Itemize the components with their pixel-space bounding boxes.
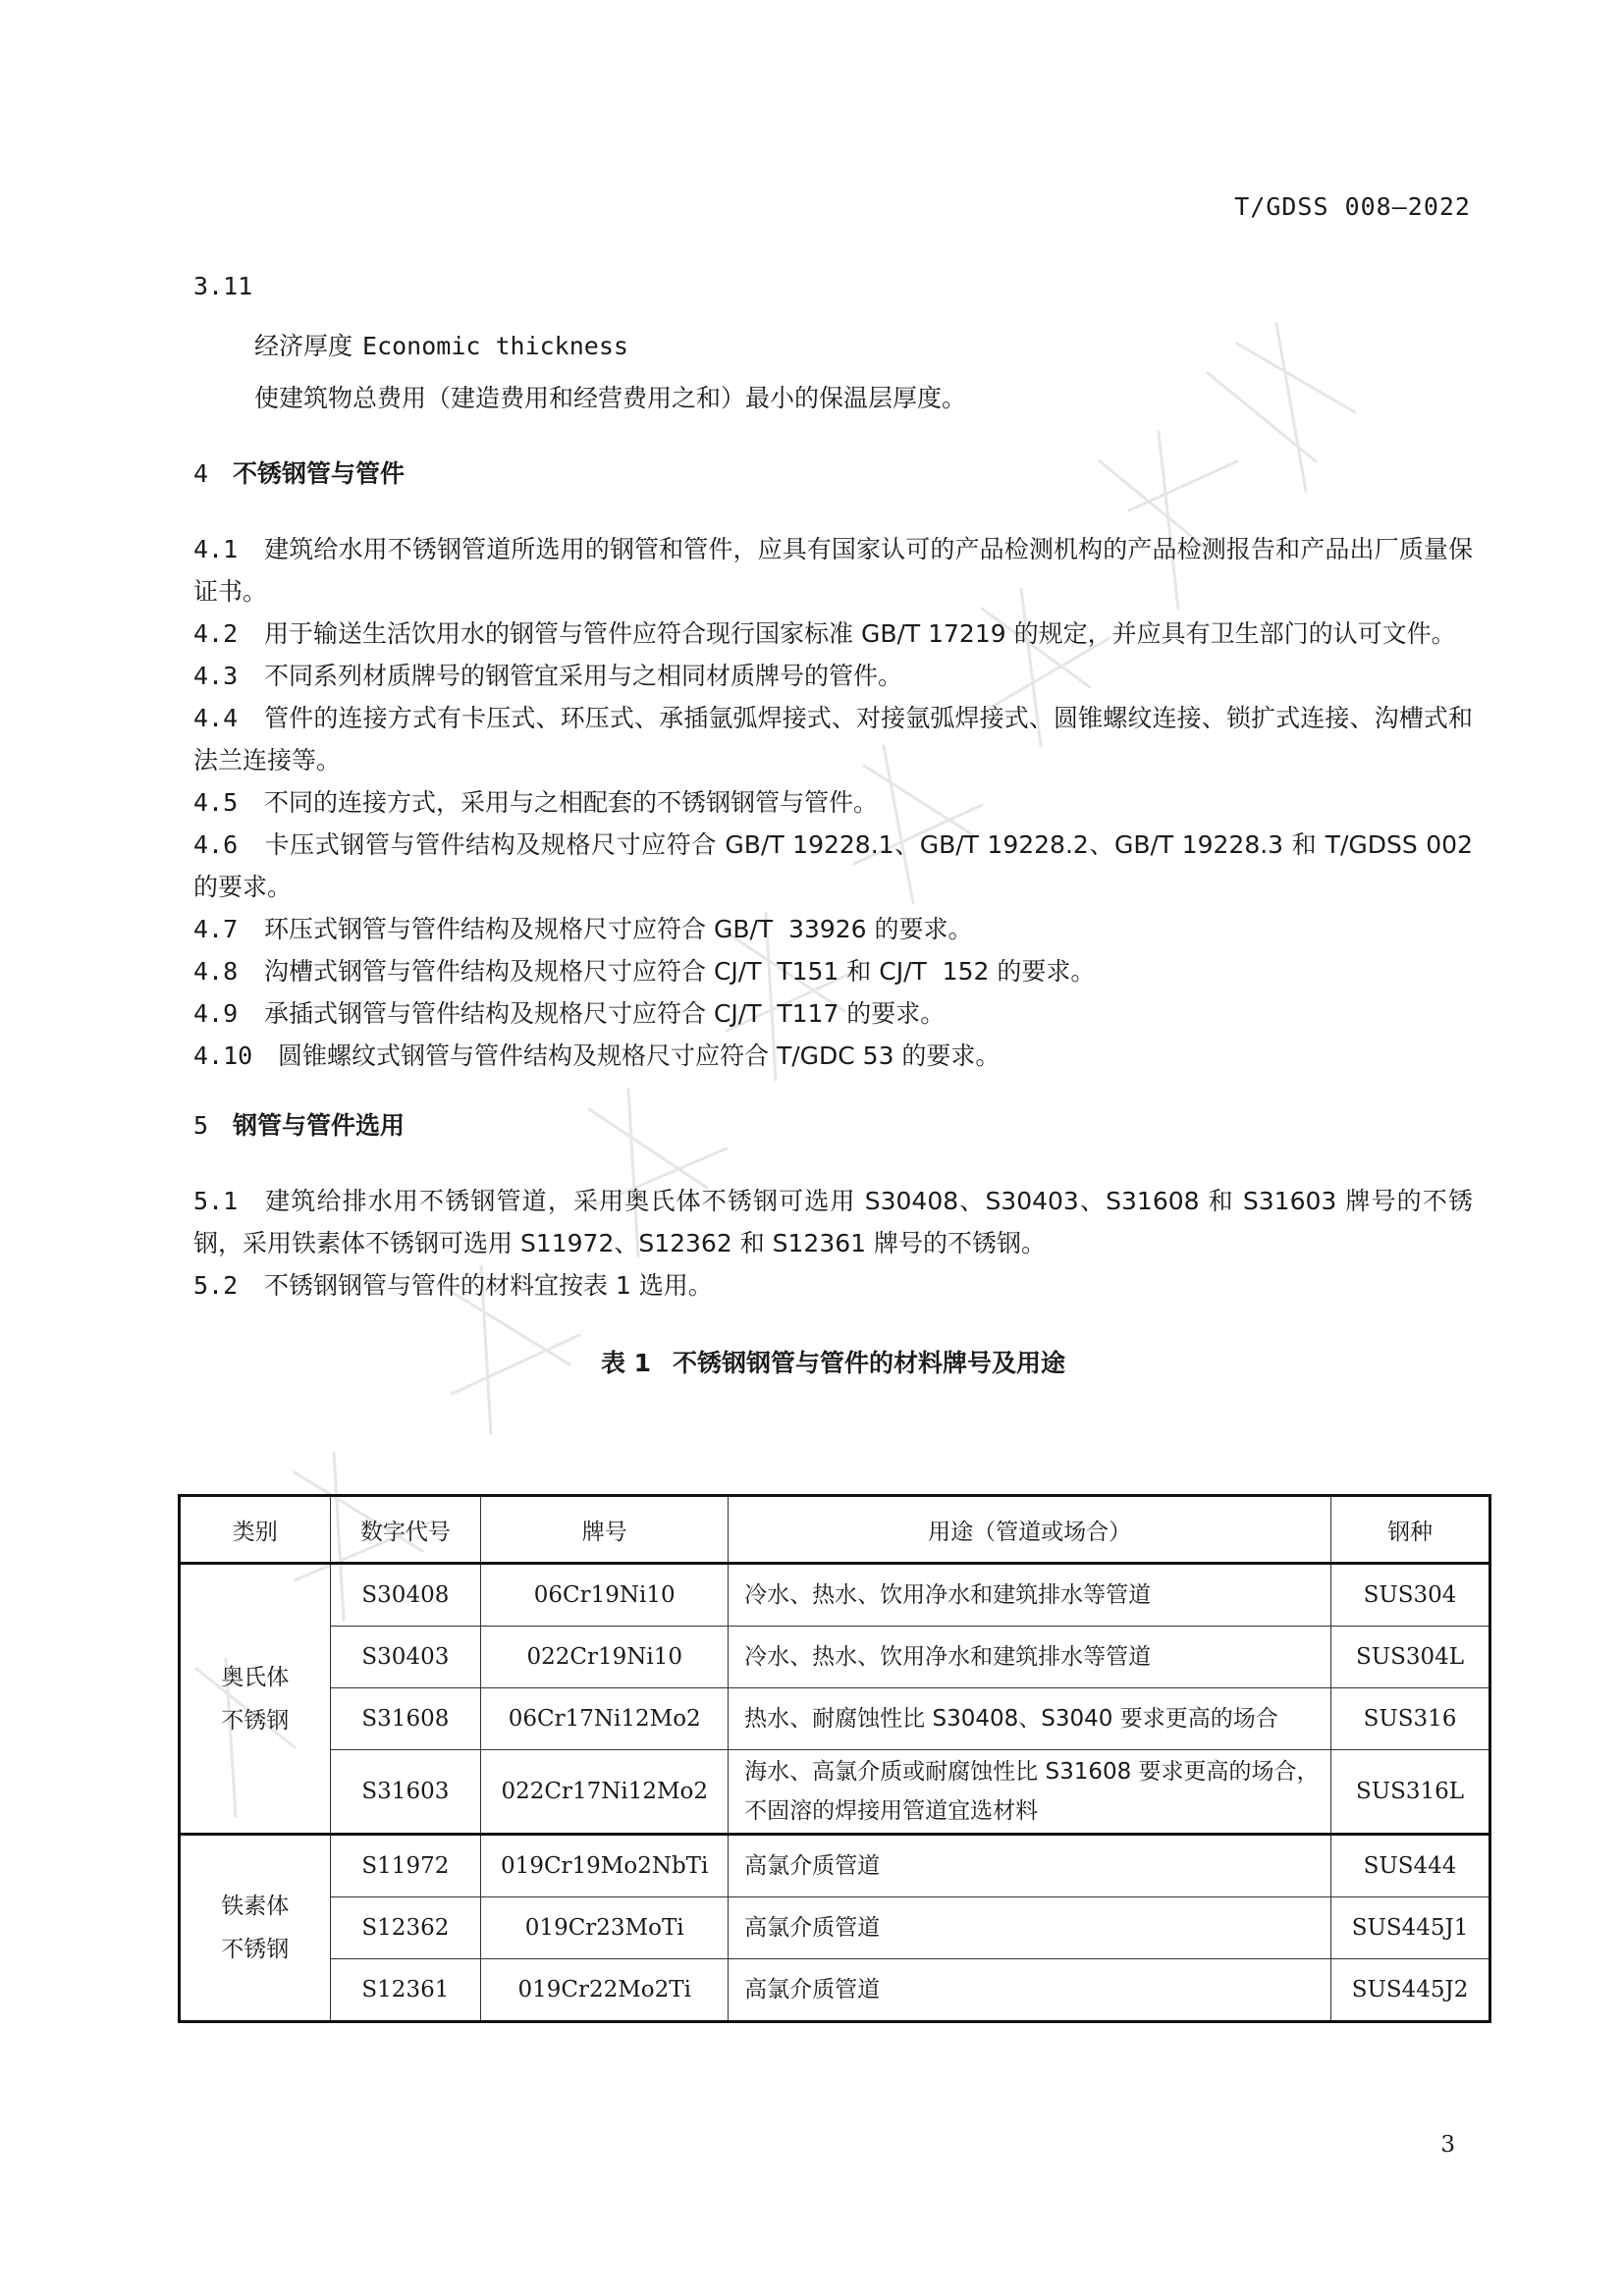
grade-cell: 06Cr19Ni10 [481,1564,729,1627]
code-cell: S12362 [330,1897,481,1959]
clause-text: 不同的连接方式，采用与之相配套的不锈钢钢管与管件。 [264,788,879,817]
steel-cell: SUS444 [1331,1835,1490,1897]
table-row [180,1959,1490,2022]
clause [193,1264,1473,1307]
grade-cell: 06Cr17Ni12Mo2 [481,1688,729,1750]
section-5-heading [193,1104,1473,1147]
clause [193,824,1473,908]
table-row [180,1835,1490,1897]
steel-cell: SUS316 [1331,1688,1490,1750]
standard-code: T/GDSS 008—2022 [1234,192,1471,221]
clause-text: 管件的连接方式有卡压式、环压式、承插氩弧焊接式、对接氩弧焊接式、圆锥螺纹连接、锁扩式连接、沟槽式和法兰连接等。 [193,704,1473,774]
section-4-clauses [193,528,1473,1077]
category-line: 不锈钢 [221,1937,290,1962]
section-number: 4 [193,459,209,488]
clause [193,908,1473,950]
grade-cell: 019Cr23MoTi [481,1897,729,1959]
table-caption-title: 不锈钢钢管与管件的材料牌号及用途 [673,1349,1066,1377]
clause [193,528,1473,613]
table-row [180,1627,1490,1688]
clause [193,950,1473,992]
clause [193,781,1473,824]
header-numeric-code: 数字代号 [330,1496,481,1564]
steel-cell: SUS304L [1331,1627,1490,1688]
table-row [180,1750,1490,1835]
table-caption-number: 表 1 [600,1349,652,1377]
category-cell [180,1835,331,2022]
section-title: 钢管与管件选用 [233,1111,406,1140]
clause-text: 圆锥螺纹式钢管与管件结构及规格尺寸应符合 T/GDC 53 的要求。 [278,1041,1001,1070]
usage-cell: 热水、耐腐蚀性比 S30408、S3040 要求更高的场合 [729,1688,1331,1750]
clause-text: 用于输送生活饮用水的钢管与管件应符合现行国家标准 GB/T 17219 的规定，并应具有卫生部门的认可文件。 [264,619,1456,648]
term-title-en: Economic thickness [362,332,628,360]
usage-cell: 高氯介质管道 [729,1835,1331,1897]
table-caption [193,1342,1473,1384]
table-row [180,1897,1490,1959]
steel-cell: SUS316L [1331,1750,1490,1835]
header-category: 类别 [180,1496,331,1564]
steel-cell: SUS304 [1331,1564,1490,1627]
category-line: 不锈钢 [221,1707,290,1734]
table-row [180,1688,1490,1750]
clause-text: 环压式钢管与管件结构及规格尺寸应符合 GB/T 33926 的要求。 [264,915,973,943]
clause-text: 建筑给水用不锈钢管道所选用的钢管和管件，应具有国家认可的产品检测机构的产品检测报告和产品出厂质量保证书。 [193,535,1473,606]
clause-number: 4.10 [193,1041,253,1070]
main-content [193,265,1473,1408]
code-cell: S31608 [330,1688,481,1750]
clause [193,992,1473,1035]
section-number: 5 [193,1111,209,1140]
clause-number: 4.9 [193,999,239,1028]
page-number: 3 [1440,2132,1455,2158]
section-4-heading [193,453,1473,495]
code-cell: S30408 [330,1564,481,1627]
clause-text: 建筑给排水用不锈钢管道，采用奥氏体不锈钢可选用 S30408、S30403、S31608 和 S31603 牌号的不锈钢，采用铁素体不锈钢可选用 S11972、S12362 和 S12361 牌号的不锈钢。 [193,1187,1473,1257]
section-title: 不锈钢管与管件 [233,459,406,488]
usage-cell: 高氯介质管道 [729,1897,1331,1959]
usage-cell: 高氯介质管道 [729,1959,1331,2022]
clause-text: 卡压式钢管与管件结构及规格尺寸应符合 GB/T 19228.1、GB/T 19228.2、GB/T 19228.3 和 T/GDSS 002 的要求。 [193,830,1473,901]
usage-cell: 冷水、热水、饮用净水和建筑排水等管道 [729,1627,1331,1688]
clause [193,655,1473,697]
code-cell: S31603 [330,1750,481,1835]
usage-cell: 冷水、热水、饮用净水和建筑排水等管道 [729,1564,1331,1627]
category-line: 铁素体 [221,1894,290,1919]
clause-number: 4.5 [193,788,239,817]
code-cell: S12361 [330,1959,481,2022]
header-steel-type: 钢种 [1331,1496,1490,1564]
steel-cell: SUS445J2 [1331,1959,1490,2022]
clause-number: 4.8 [193,957,239,986]
table-header-row [180,1496,1490,1564]
steel-cell: SUS445J1 [1331,1897,1490,1959]
clause-text: 承插式钢管与管件结构及规格尺寸应符合 CJ/T T117 的要求。 [264,999,946,1028]
clause-number: 4.1 [193,535,239,563]
clause [193,697,1473,781]
clause-number: 4.3 [193,662,239,690]
clause [193,1180,1473,1264]
grade-cell: 022Cr17Ni12Mo2 [481,1750,729,1835]
clause-number: 4.6 [193,830,239,859]
header-usage: 用途（管道或场合） [729,1496,1331,1564]
clause [193,1035,1473,1077]
term-number: 3.11 [193,272,253,300]
clause-number: 4.7 [193,915,239,943]
clause-number: 5.1 [193,1187,239,1215]
section-5-clauses [193,1180,1473,1307]
clause-text: 不同系列材质牌号的钢管宜采用与之相同材质牌号的管件。 [264,662,903,690]
grade-cell: 019Cr19Mo2NbTi [481,1835,729,1897]
grade-cell: 019Cr22Mo2Ti [481,1959,729,2022]
code-cell: S30403 [330,1627,481,1688]
category-line: 奥氏体 [221,1664,290,1690]
clause [193,613,1473,655]
clause-number: 4.4 [193,704,239,732]
code-cell: S11972 [330,1835,481,1897]
usage-cell: 海水、高氯介质或耐腐蚀性比 S31608 要求更高的场合，不固溶的焊接用管道宜选材料 [729,1750,1331,1835]
clause-number: 5.2 [193,1271,239,1300]
category-cell [180,1564,331,1835]
term-title-zh: 经济厚度 [254,332,353,360]
clause-text: 沟槽式钢管与管件结构及规格尺寸应符合 CJ/T T151 和 CJ/T 152 的要求。 [264,957,1096,986]
grade-cell: 022Cr19Ni10 [481,1627,729,1688]
term-title [254,325,1473,367]
table-row [180,1564,1490,1627]
clause-number: 4.2 [193,619,239,648]
clause-text: 不锈钢钢管与管件的材料宜按表 1 选用。 [264,1271,713,1300]
material-table [178,1494,1491,2023]
header-grade: 牌号 [481,1496,729,1564]
term-definition: 使建筑物总费用（建造费用和经营费用之和）最小的保温层厚度。 [254,384,967,412]
